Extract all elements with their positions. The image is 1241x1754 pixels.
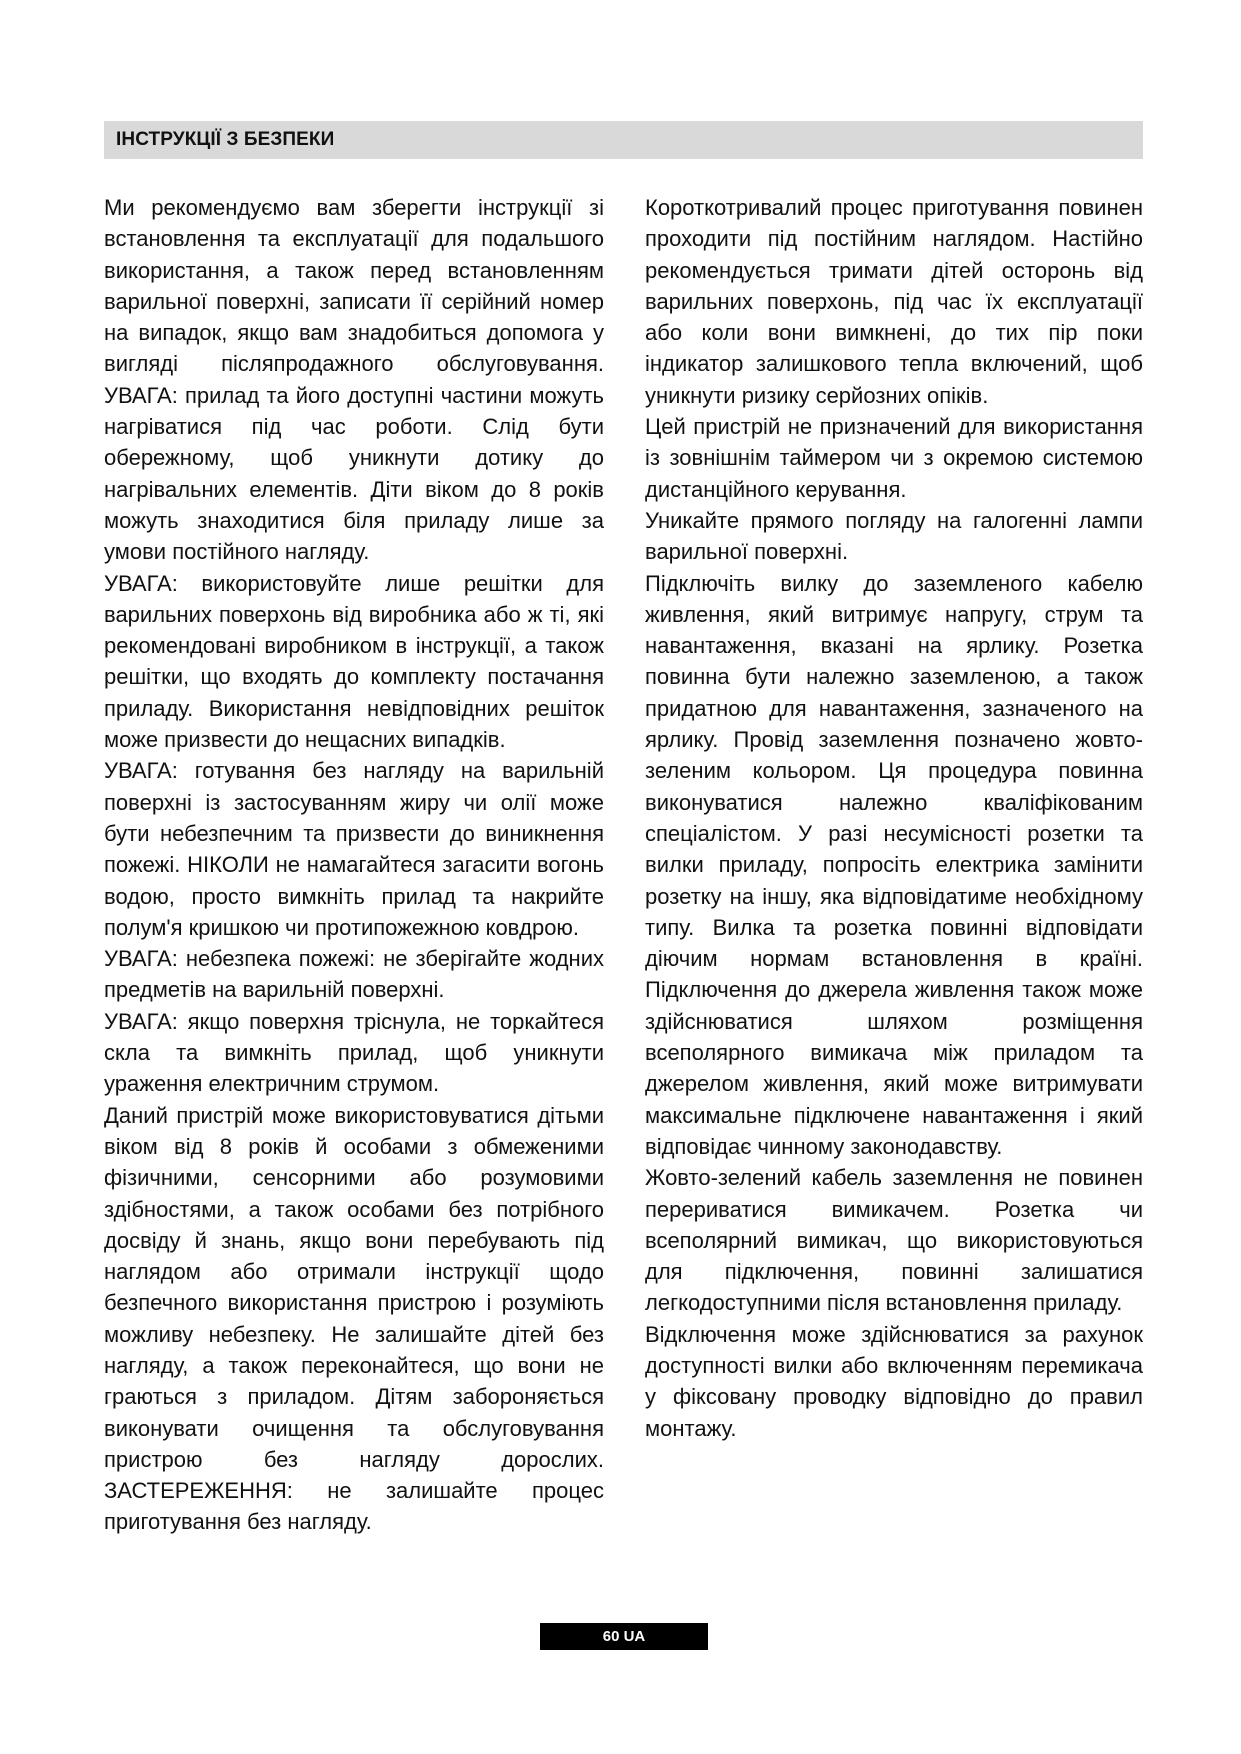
page-number-badge: 60 UA [540, 1623, 708, 1650]
paragraph-fire-hazard-warning: УВАГА: небезпека пожежі: не зберігайте жодних предметів на варильній поверхні. [104, 946, 604, 1003]
paragraph-oil-fire-warning: УВАГА: готування без нагляду на варильній поверхні із застосуванням жиру чи олії може бути небезпечним та призвести до виникнення пожежі. НІКОЛИ не намагайтеся загасити вогонь водою, просто вимкніть прилад та накрийте полум'я кришкою чи протипожежною ковдрою. [104, 758, 604, 940]
paragraph-grounding-connection: Підключіть вилку до заземленого кабелю живлення, який витримує напругу, струм та навантаження, вказані на ярлику. Розетка повинна бути належно заземленою, а також придатною для навантаження, зазначеного на ярлику. Провід заземлення позначено жовто-зеленим кольором. Ця процедура повинна виконуватися належно кваліфікованим спеціалістом. У разі несумісності розетки та вилки приладу, попросіть електрика замінити розетку на іншу, яка відповідатиме необхідному типу. Вилка та розетка повинні відповідати діючим нормам встановлення в країні. Підключення до джерела живлення також може здійснюватися шляхом розміщення всеполярного вимикача між приладом та джерелом живлення, який може витримувати максимальне підключене навантаження і який відповідає чинному законодавству. [645, 570, 1143, 1159]
paragraph-external-timer: Цей пристрій не призначений для використання із зовнішнім таймером чи з окремою системою дистанційного керування. [645, 414, 1143, 502]
paragraph-ground-cable: Жовто-зелений кабель заземлення не повинен перериватися вимикачем. Розетка чи всеполярний вимикач, що використовуються для підключення, повинні залишатися легкодоступними після встановлення приладу. [645, 1165, 1143, 1316]
paragraph-children-use: Даний пристрій може використовуватися дітьми віком від 8 років й особами з обмеженими фізичними, сенсорними або розумовими здібностями, а також особами без потрібного досвіду й знань, якщо вони перебувають під наглядом або отримали інструкції щодо безпечного використання пристрою і розуміють можливу небезпеку. Не залишайте дітей без нагляду, а також переконайтеся, що вони не граються з приладом. Дітям забороняється виконувати очищення та обслуговування пристрою без нагляду дорослих. ЗАСТЕРЕЖЕННЯ: не залишайте процес приготування без нагляду. [104, 1102, 604, 1535]
paragraph-cracked-surface-warning: УВАГА: якщо поверхня тріснула, не торкайтеся скла та вимкніть прилад, щоб уникнути ураження електричним струмом. [104, 1008, 604, 1097]
paragraph-short-cooking: Короткотривалий процес приготування повинен проходити під постійним наглядом. Настійно рекомендується тримати дітей осторонь від варильних поверхонь, під час їх експлуатації або коли вони вимкнені, до тих пір поки індикатор залишкового тепла включений, щоб уникнути ризику серйозних опіків. [645, 195, 1143, 408]
paragraph-halogen-lamps: Уникайте прямого погляду на галогенні лампи варильної поверхні. [645, 507, 1143, 565]
paragraph-disconnection: Відключення може здійснюватися за рахунок доступності вилки або включенням перемикача у фіксовану проводку відповідно до правил монтажу. [645, 1321, 1143, 1441]
section-title: ІНСТРУКЦІЇ З БЕЗПЕКИ [116, 129, 335, 150]
paragraph-grates-warning: УВАГА: використовуйте лише решітки для варильних поверхонь від виробника або ж ті, які рекомендовані виробником в інструкції, а також решітки, що входять до комплекту постачання приладу. Використання невідповідних решіток може призвести до нещасних випадків. [104, 570, 604, 753]
section-header-bar [104, 121, 1143, 159]
left-text-column [104, 192, 604, 1538]
paragraph-recommendation: Ми рекомендуємо вам зберегти інструкції зі встановлення та експлуатації для подальшого використання, а також перед встановленням варильної поверхні, записати її серійний номер на випадок, якщо вам знадобиться допомога у вигляді післяпродажного обслуговування. УВАГА: прилад та його доступні частини можуть нагріватися під час роботи. Слід бути обережному, щоб уникнути дотику до нагрівальних елементів. Діти віком до 8 років можуть знаходитися біля приладу лише за умови постійного нагляду. [104, 195, 604, 565]
right-text-column [645, 192, 1143, 1444]
